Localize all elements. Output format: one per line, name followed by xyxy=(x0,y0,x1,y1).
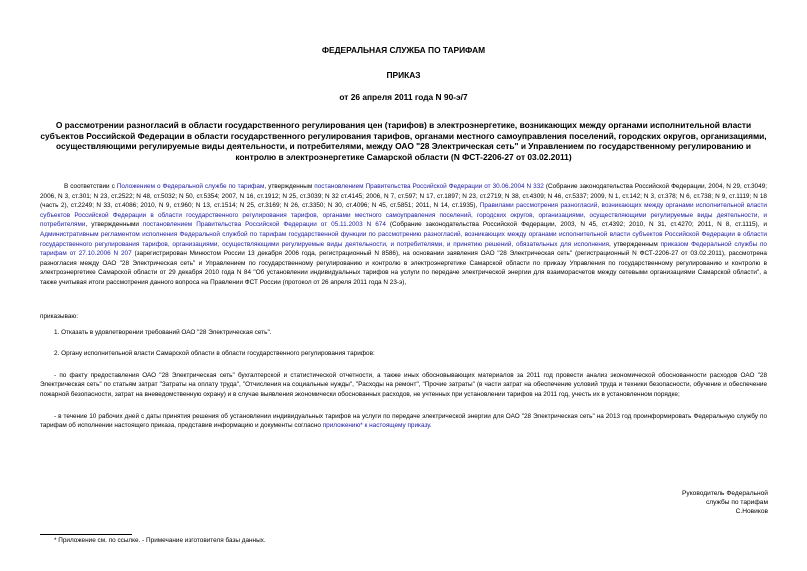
preamble-text-7: (зарегистрирован Минюстом России 13 декабря 2006 года, регистрационный N 8586), на основании заявления ОАО "28 Электрическая сеть" (регистрационный N ФСТ-2206-27 от 03.02.2011), рассмотрена разногласия между ОАО "28 Электрическая сеть" и Управлением по государственному регулированию и контролю в электроэнергетике Самарской области по приказу Управления по государственному регулированию и контролю в электроэнергетике Самарской области от 29 декабря 2010 года N 84 "Об установлении индивидуальных тарифов на услуги по передаче электрической энергии для взаиморасчетов между сетевыми организациями Самарской области", а также учитывая итоги рассмотрения данного вопроса на Правлении ФСТ России (протокол от 26 апреля 2011 года N 23-э), xyxy=(40,250,767,286)
order-item-2b-text: - в течение 10 рабочих дней с даты принятия решения об установлении индивидуальных тарифов на услуги по передаче электрической энергии для ОАО "28 Электрическая сеть" на 2013 год проинформировать Федеральную службу по тарифам об исполнении настоящего приказа, представив информацию и документы согласно xyxy=(40,412,767,430)
footnote: * Приложение см. по ссылке. - Примечание изготовителя базы данных. xyxy=(54,537,266,544)
preamble-text-5: (Собрание законодательства Российской Федерации, 2003, N 45, ст.4392; 2010, N 31, ст.4270; 2011, N 8, ст.1115), и xyxy=(385,221,767,229)
link-decree-674[interactable]: постановлением Правительства Российской Федерации от 05.11.2003 N 674 xyxy=(142,221,386,229)
order-item-2b xyxy=(40,412,767,431)
link-rules-disagreements[interactable]: Правилами рассмотрения разногласий, возникающих между органами исполнительной власти субъектов Российской Федерации в области государственного регулирования тарифов, органами местного самоуправления поселений, городских округов, организациями, осуществляющими регулируемые виды деятельности, и потребителями xyxy=(40,202,767,229)
footnote-divider xyxy=(40,534,132,535)
document-date-number: от 26 апреля 2011 года N 90-э/7 xyxy=(339,92,468,102)
preamble-paragraph xyxy=(40,182,767,288)
preamble-text-3: (Собрание законодательства Российской Федерации, 2004, N 29, ст.3049; 2006, N 3, ст.301; N 23, ст.2522; N 48, ст.5032; N 50, ст.5354; 2007, N 16, ст.1912; N 25, ст.3039; N 32 ст.4145; 2006, N 7, ст.597; N 17, ст.1897; N 23, ст.2719; N 38, ст.4309; N 46, ст.5337; 2009, N 1, ст.142; N 3, ст.378; N 6, ст.738; N 9, ст.1119; N 18 (часть 2), ст.2249; N 33, ст.4086; 2010, N 9, ст.960; N 13, ст.1514; N 25, ст.3169; N 26, ст.3350; N 30, ст.4096; N 45, ст.5851; 2011, N 14, ст.1935), xyxy=(40,183,767,210)
agency-heading: ФЕДЕРАЛЬНАЯ СЛУЖБА ПО ТАРИФАМ xyxy=(321,45,486,55)
link-order-207[interactable]: приказом Федеральной службы по тарифам от 27.10.2006 N 207 xyxy=(40,240,767,258)
preamble-text-6: , утвержденным xyxy=(609,240,661,248)
document-title: О рассмотрении разногласий в области государственного регулирования цен (тарифов) в электроэнергетике, возникающих между органами исполнительной власти субъектов Российской Федерации в области государственного регулирования тарифов, органами местного самоуправления поселений, городских округов, организациями, осуществляющими регулируемые виды деятельности, и потребителями, между ОАО "28 Электрическая сеть" и Управлением по государственному регулированию и контролю в электроэнергетике Самарской области (N ФСТ-2206-27 от 03.02.2011) xyxy=(40,120,767,162)
preamble-text-1: В соответствии с xyxy=(64,183,117,190)
order-section xyxy=(40,312,767,431)
preamble xyxy=(40,182,767,288)
link-regulation-fst[interactable]: Положением о Федеральной службе по тарифам xyxy=(116,183,265,190)
link-appendix[interactable]: приложению* к настоящему приказу xyxy=(322,422,430,430)
document-type: ПРИКАЗ xyxy=(386,70,421,80)
link-admin-regulation[interactable]: Административным регламентом исполнения Федеральной службой по тарифам государственной функции по рассмотрению разногласий, возникающих между органами исполнительной власти субъектов Российской Федерации в области государственного регулирования тарифов, организациями, осуществляющими регулируемые виды деятельности, и потребителями, и принятию решений, обязательных для исполнения xyxy=(40,230,767,248)
preamble-text-2: , утвержденным xyxy=(264,183,315,190)
order-item-2a: - по факту предоставления ОАО "28 Электрическая сеть" бухгалтерской и статистической отчетности, а также иных обосновывающих материалов за 2011 год провести анализ экономической обоснованности расходов ОАО "28 Электрическая сеть" по статьям затрат "Затраты на оплату труда", "Отчисления на социальные нужды", "Расходы на ремонт", "Прочие затраты" (в части затрат на обеспечение условий труда и техники безопасности, обучение и обеспечение пожарной безопасности, затрат на вневедомственную охрану) и в случае выявления экономически обоснованных расходов, не учтенных при установлении тарифов на 2011 год, учесть их в установленном порядке; xyxy=(40,371,767,398)
preamble-text-4: , утвержденными xyxy=(85,221,143,229)
order-item-2b-end: . xyxy=(429,422,432,430)
link-decree-332[interactable]: постановлением Правительства Российской Федерации от 30.06.2004 N 332 xyxy=(314,183,544,190)
signature-line-2: службы по тарифам xyxy=(705,499,768,506)
order-item-1: 1. Отказать в удовлетворении требований ОАО "28 Электрическая сеть". xyxy=(54,328,272,336)
signature-name: С.Новиков xyxy=(735,508,768,515)
order-item-2: 2. Органу исполнительной власти Самарской области в области государственного регулирования тарифов: xyxy=(54,350,375,358)
signature-line-1: Руководитель Федеральной xyxy=(682,490,768,497)
order-prikazyvayu: приказываю: xyxy=(40,313,78,320)
